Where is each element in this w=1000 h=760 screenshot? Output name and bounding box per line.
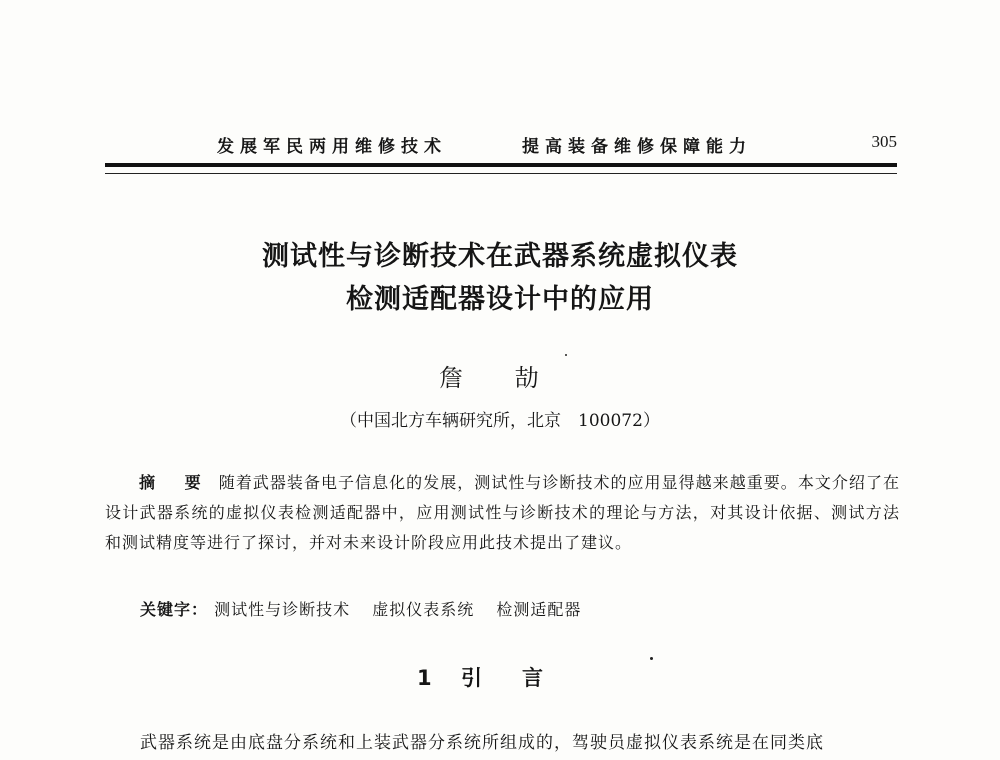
author-affiliation: （中国北方车辆研究所，北京 100072） [340, 411, 660, 431]
running-head [105, 130, 897, 162]
running-head-right: 提高装备维修保障能力 [522, 137, 752, 157]
paper-title-line-2: 检测适配器设计中的应用 [346, 284, 654, 315]
author-name: 詹 劼 [439, 364, 561, 392]
section-heading [0, 662, 1000, 692]
running-head-left: 发展军民两用维修技术 [217, 137, 447, 157]
body-paragraph-first-line: 武器系统是由底盘分系统和上装武器分系统所组成的，驾驶员虚拟仪表系统是在同类底 [140, 733, 824, 753]
abstract [105, 468, 900, 558]
section-number: 1 [417, 666, 432, 690]
abstract-text: 随着武器装备电子信息化的发展，测试性与诊断技术的应用显得越来越重要。本文介绍了在设计武器系统的虚拟仪表检测适配器中，应用测试性与诊断技术的理论与方法，对其设计依据、测试方法和测试精度等进行了探讨，并对未来设计阶段应用此技术提出了建议。 [105, 473, 900, 552]
paper-title-line-1: 测试性与诊断技术在武器系统虚拟仪表 [262, 241, 738, 272]
page-number: 305 [871, 132, 897, 151]
scan-speck [565, 354, 567, 356]
abstract-label: 摘 要 [139, 473, 213, 492]
keywords [140, 597, 597, 620]
keyword-item: 测试性与诊断技术 [214, 600, 351, 619]
keywords-label: 关键字： [140, 600, 209, 619]
header-rule-thick [105, 163, 897, 167]
section-title: 引言 [460, 666, 583, 690]
header-rule-thin [105, 173, 897, 174]
keyword-item: 检测适配器 [496, 600, 582, 619]
scan-speck [650, 657, 653, 660]
keyword-item: 虚拟仪表系统 [372, 600, 475, 619]
